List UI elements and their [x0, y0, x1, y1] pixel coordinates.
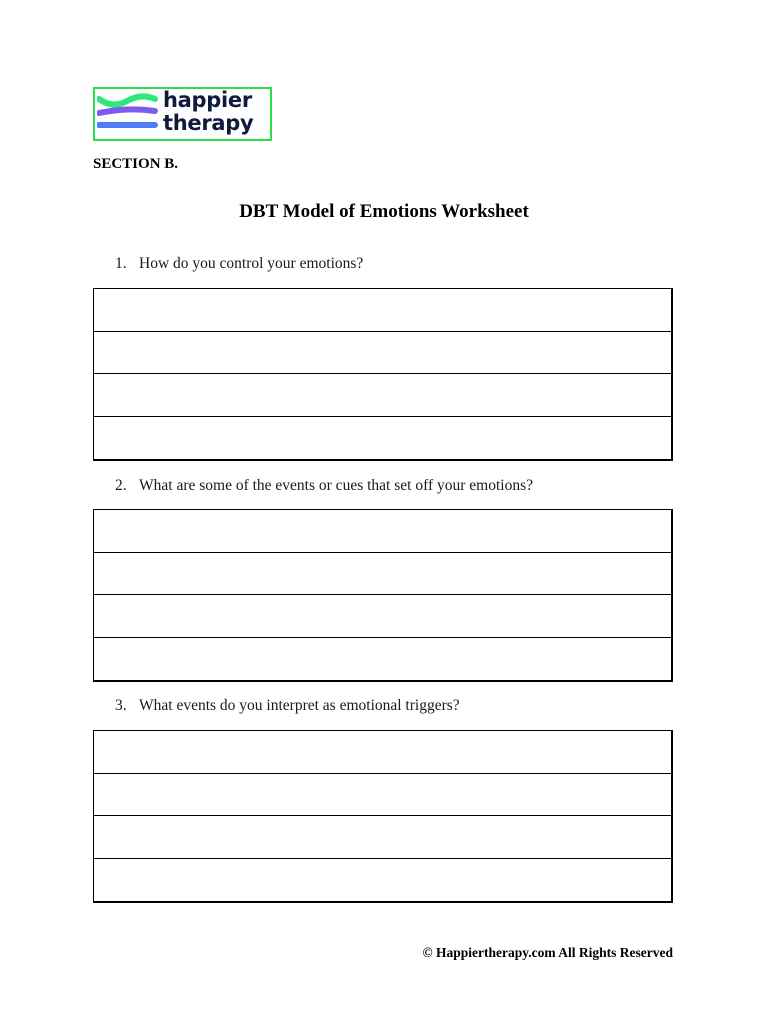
answer-line[interactable]: [94, 638, 671, 681]
question-text: What events do you interpret as emotional triggers?: [139, 697, 460, 714]
logo-wordmark: [163, 89, 253, 135]
worksheet-title: DBT Model of Emotions Worksheet: [239, 201, 529, 222]
answer-line[interactable]: [94, 859, 671, 902]
question-1: [115, 255, 363, 273]
answer-line[interactable]: [94, 289, 671, 332]
question-text: What are some of the events or cues that set off your emotions?: [139, 477, 533, 494]
answer-line[interactable]: [94, 417, 671, 460]
question-number: 3.: [115, 697, 127, 714]
logo-word-happier: happier: [163, 88, 252, 112]
question-2: [115, 477, 533, 495]
happier-therapy-logo: [93, 87, 272, 141]
question-3: [115, 697, 460, 715]
question-text: How do you control your emotions?: [139, 255, 364, 272]
logo-word-therapy: therapy: [163, 111, 254, 135]
question-number: 1.: [115, 255, 127, 272]
waves-icon: [97, 93, 159, 137]
answer-line[interactable]: [94, 816, 671, 859]
answer-line[interactable]: [94, 774, 671, 817]
answer-line[interactable]: [94, 510, 671, 553]
answer-line[interactable]: [94, 332, 671, 375]
answer-line[interactable]: [94, 595, 671, 638]
answer-box-1[interactable]: [93, 288, 673, 461]
answer-box-3[interactable]: [93, 730, 673, 903]
answer-line[interactable]: [94, 553, 671, 596]
answer-box-2[interactable]: [93, 509, 673, 682]
question-number: 2.: [115, 477, 127, 494]
copyright-footer: © Happiertherapy.com All Rights Reserved: [422, 945, 673, 960]
section-label: SECTION B.: [93, 156, 179, 172]
answer-line[interactable]: [94, 731, 671, 774]
answer-line[interactable]: [94, 374, 671, 417]
